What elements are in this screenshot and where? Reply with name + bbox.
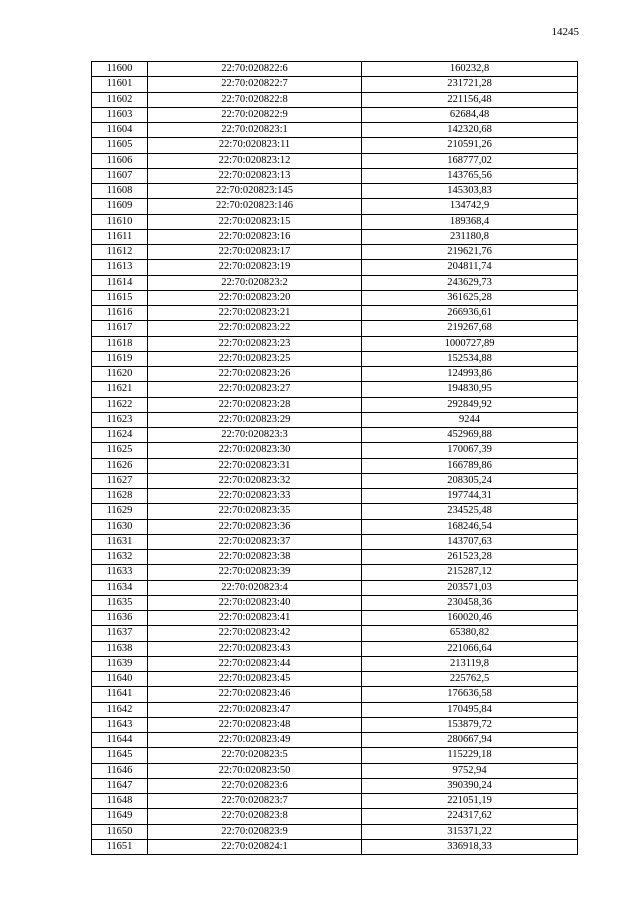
table-row (92, 763, 578, 778)
value-cell: 213119,8 (362, 656, 578, 671)
table-row (92, 702, 578, 717)
value-cell: 224317,62 (362, 809, 578, 824)
row-number-cell: 11646 (92, 763, 148, 778)
value-cell: 266936,61 (362, 306, 578, 321)
row-number-cell: 11623 (92, 412, 148, 427)
table-row (92, 489, 578, 504)
cadastral-number-cell: 22:70:020822:7 (148, 77, 362, 92)
table-body (92, 62, 578, 855)
value-cell: 231180,8 (362, 229, 578, 244)
row-number-cell: 11648 (92, 794, 148, 809)
table-row (92, 336, 578, 351)
value-cell: 166789,86 (362, 458, 578, 473)
table-row (92, 687, 578, 702)
cadastral-number-cell: 22:70:020823:16 (148, 229, 362, 244)
row-number-cell: 11608 (92, 184, 148, 199)
row-number-cell: 11605 (92, 138, 148, 153)
cadastral-number-cell: 22:70:020823:3 (148, 428, 362, 443)
value-cell: 160232,8 (362, 62, 578, 77)
value-cell: 390390,24 (362, 778, 578, 793)
table-row (92, 367, 578, 382)
value-cell: 9752,94 (362, 763, 578, 778)
row-number-cell: 11614 (92, 275, 148, 290)
cadastral-number-cell: 22:70:020823:23 (148, 336, 362, 351)
value-cell: 62684,48 (362, 107, 578, 122)
table-row (92, 229, 578, 244)
value-cell: 225762,5 (362, 672, 578, 687)
table-row (92, 123, 578, 138)
value-cell: 170495,84 (362, 702, 578, 717)
value-cell: 134742,9 (362, 199, 578, 214)
cadastral-number-cell: 22:70:020823:12 (148, 153, 362, 168)
cadastral-number-cell: 22:70:020823:11 (148, 138, 362, 153)
row-number-cell: 11612 (92, 245, 148, 260)
row-number-cell: 11606 (92, 153, 148, 168)
cadastral-number-cell: 22:70:020824:1 (148, 839, 362, 854)
value-cell: 219621,76 (362, 245, 578, 260)
value-cell: 65380,82 (362, 626, 578, 641)
cadastral-number-cell: 22:70:020822:9 (148, 107, 362, 122)
row-number-cell: 11627 (92, 473, 148, 488)
row-number-cell: 11611 (92, 229, 148, 244)
row-number-cell: 11629 (92, 504, 148, 519)
cadastral-number-cell: 22:70:020823:146 (148, 199, 362, 214)
table-row (92, 839, 578, 854)
value-cell: 142320,68 (362, 123, 578, 138)
value-cell: 280667,94 (362, 733, 578, 748)
row-number-cell: 11634 (92, 580, 148, 595)
row-number-cell: 11626 (92, 458, 148, 473)
data-table (91, 61, 578, 855)
table-row (92, 672, 578, 687)
cadastral-number-cell: 22:70:020823:31 (148, 458, 362, 473)
table-row (92, 107, 578, 122)
row-number-cell: 11649 (92, 809, 148, 824)
table-row (92, 275, 578, 290)
cadastral-number-cell: 22:70:020823:22 (148, 321, 362, 336)
table-row (92, 778, 578, 793)
cadastral-number-cell: 22:70:020823:7 (148, 794, 362, 809)
cadastral-number-cell: 22:70:020822:6 (148, 62, 362, 77)
value-cell: 143707,63 (362, 534, 578, 549)
row-number-cell: 11604 (92, 123, 148, 138)
table-row (92, 550, 578, 565)
value-cell: 203571,03 (362, 580, 578, 595)
row-number-cell: 11618 (92, 336, 148, 351)
row-number-cell: 11619 (92, 351, 148, 366)
cadastral-number-cell: 22:70:020823:38 (148, 550, 362, 565)
value-cell: 153879,72 (362, 717, 578, 732)
table-row (92, 382, 578, 397)
value-cell: 234525,48 (362, 504, 578, 519)
table-row (92, 62, 578, 77)
cadastral-number-cell: 22:70:020823:27 (148, 382, 362, 397)
row-number-cell: 11639 (92, 656, 148, 671)
table-row (92, 138, 578, 153)
cadastral-number-cell: 22:70:020823:25 (148, 351, 362, 366)
value-cell: 208305,24 (362, 473, 578, 488)
value-cell: 230458,36 (362, 595, 578, 610)
row-number-cell: 11631 (92, 534, 148, 549)
value-cell: 124993,86 (362, 367, 578, 382)
row-number-cell: 11637 (92, 626, 148, 641)
cadastral-number-cell: 22:70:020823:145 (148, 184, 362, 199)
row-number-cell: 11620 (92, 367, 148, 382)
cadastral-number-cell: 22:70:020823:1 (148, 123, 362, 138)
cadastral-number-cell: 22:70:020823:6 (148, 778, 362, 793)
value-cell: 210591,26 (362, 138, 578, 153)
row-number-cell: 11613 (92, 260, 148, 275)
table-row (92, 611, 578, 626)
row-number-cell: 11636 (92, 611, 148, 626)
table-row (92, 412, 578, 427)
cadastral-number-cell: 22:70:020823:42 (148, 626, 362, 641)
row-number-cell: 11607 (92, 168, 148, 183)
value-cell: 189368,4 (362, 214, 578, 229)
table-row (92, 504, 578, 519)
value-cell: 315371,22 (362, 824, 578, 839)
cadastral-number-cell: 22:70:020823:15 (148, 214, 362, 229)
cadastral-number-cell: 22:70:020823:28 (148, 397, 362, 412)
table-row (92, 595, 578, 610)
value-cell: 115229,18 (362, 748, 578, 763)
table-row (92, 290, 578, 305)
value-cell: 9244 (362, 412, 578, 427)
row-number-cell: 11647 (92, 778, 148, 793)
value-cell: 336918,33 (362, 839, 578, 854)
cadastral-number-cell: 22:70:020823:49 (148, 733, 362, 748)
value-cell: 197744,31 (362, 489, 578, 504)
table-row (92, 443, 578, 458)
row-number-cell: 11628 (92, 489, 148, 504)
table-row (92, 245, 578, 260)
cadastral-number-cell: 22:70:020823:26 (148, 367, 362, 382)
value-cell: 168246,54 (362, 519, 578, 534)
cadastral-number-cell: 22:70:020823:41 (148, 611, 362, 626)
cadastral-number-cell: 22:70:020823:9 (148, 824, 362, 839)
cadastral-number-cell: 22:70:020823:2 (148, 275, 362, 290)
row-number-cell: 11621 (92, 382, 148, 397)
value-cell: 292849,92 (362, 397, 578, 412)
cadastral-number-cell: 22:70:020823:17 (148, 245, 362, 260)
table-row (92, 809, 578, 824)
table-row (92, 397, 578, 412)
row-number-cell: 11643 (92, 717, 148, 732)
value-cell: 261523,28 (362, 550, 578, 565)
cadastral-number-cell: 22:70:020823:46 (148, 687, 362, 702)
table-row (92, 428, 578, 443)
cadastral-number-cell: 22:70:020823:45 (148, 672, 362, 687)
row-number-cell: 11642 (92, 702, 148, 717)
value-cell: 194830,95 (362, 382, 578, 397)
row-number-cell: 11616 (92, 306, 148, 321)
value-cell: 221051,19 (362, 794, 578, 809)
table-row (92, 717, 578, 732)
cadastral-number-cell: 22:70:020823:35 (148, 504, 362, 519)
row-number-cell: 11630 (92, 519, 148, 534)
cadastral-number-cell: 22:70:020823:36 (148, 519, 362, 534)
row-number-cell: 11615 (92, 290, 148, 305)
value-cell: 452969,88 (362, 428, 578, 443)
row-number-cell: 11610 (92, 214, 148, 229)
table-row (92, 641, 578, 656)
value-cell: 1000727,89 (362, 336, 578, 351)
row-number-cell: 11603 (92, 107, 148, 122)
value-cell: 219267,68 (362, 321, 578, 336)
cadastral-number-cell: 22:70:020823:50 (148, 763, 362, 778)
row-number-cell: 11601 (92, 77, 148, 92)
row-number-cell: 11609 (92, 199, 148, 214)
table-row (92, 77, 578, 92)
cadastral-number-cell: 22:70:020823:29 (148, 412, 362, 427)
table-row (92, 214, 578, 229)
table-row (92, 824, 578, 839)
table-row (92, 519, 578, 534)
table-row (92, 351, 578, 366)
table-row (92, 306, 578, 321)
row-number-cell: 11645 (92, 748, 148, 763)
row-number-cell: 11600 (92, 62, 148, 77)
value-cell: 152534,88 (362, 351, 578, 366)
table-row (92, 748, 578, 763)
table-row (92, 321, 578, 336)
row-number-cell: 11641 (92, 687, 148, 702)
table-row (92, 260, 578, 275)
table-row (92, 199, 578, 214)
row-number-cell: 11638 (92, 641, 148, 656)
row-number-cell: 11644 (92, 733, 148, 748)
table-row (92, 534, 578, 549)
cadastral-number-cell: 22:70:020823:19 (148, 260, 362, 275)
row-number-cell: 11617 (92, 321, 148, 336)
table-row (92, 733, 578, 748)
value-cell: 143765,56 (362, 168, 578, 183)
row-number-cell: 11622 (92, 397, 148, 412)
cadastral-number-cell: 22:70:020823:5 (148, 748, 362, 763)
row-number-cell: 11625 (92, 443, 148, 458)
cadastral-number-cell: 22:70:020823:8 (148, 809, 362, 824)
table-row (92, 153, 578, 168)
value-cell: 160020,46 (362, 611, 578, 626)
cadastral-number-cell: 22:70:020823:21 (148, 306, 362, 321)
row-number-cell: 11602 (92, 92, 148, 107)
table-row (92, 626, 578, 641)
value-cell: 215287,12 (362, 565, 578, 580)
value-cell: 145303,83 (362, 184, 578, 199)
cadastral-number-cell: 22:70:020823:44 (148, 656, 362, 671)
value-cell: 170067,39 (362, 443, 578, 458)
cadastral-number-cell: 22:70:020823:30 (148, 443, 362, 458)
value-cell: 361625,28 (362, 290, 578, 305)
row-number-cell: 11632 (92, 550, 148, 565)
row-number-cell: 11635 (92, 595, 148, 610)
cadastral-number-cell: 22:70:020823:4 (148, 580, 362, 595)
row-number-cell: 11633 (92, 565, 148, 580)
row-number-cell: 11651 (92, 839, 148, 854)
row-number-cell: 11640 (92, 672, 148, 687)
row-number-cell: 11650 (92, 824, 148, 839)
table-row (92, 580, 578, 595)
value-cell: 221156,48 (362, 92, 578, 107)
table-row (92, 565, 578, 580)
table-row (92, 168, 578, 183)
value-cell: 243629,73 (362, 275, 578, 290)
table-row (92, 458, 578, 473)
cadastral-number-cell: 22:70:020823:13 (148, 168, 362, 183)
cadastral-number-cell: 22:70:020823:37 (148, 534, 362, 549)
cadastral-number-cell: 22:70:020822:8 (148, 92, 362, 107)
table-row (92, 794, 578, 809)
page-number: 14245 (551, 26, 579, 38)
cadastral-number-cell: 22:70:020823:43 (148, 641, 362, 656)
table-row (92, 473, 578, 488)
value-cell: 176636,58 (362, 687, 578, 702)
cadastral-number-cell: 22:70:020823:47 (148, 702, 362, 717)
cadastral-number-cell: 22:70:020823:48 (148, 717, 362, 732)
row-number-cell: 11624 (92, 428, 148, 443)
value-cell: 221066,64 (362, 641, 578, 656)
value-cell: 231721,28 (362, 77, 578, 92)
cadastral-number-cell: 22:70:020823:40 (148, 595, 362, 610)
cadastral-number-cell: 22:70:020823:32 (148, 473, 362, 488)
cadastral-number-cell: 22:70:020823:33 (148, 489, 362, 504)
value-cell: 168777,02 (362, 153, 578, 168)
value-cell: 204811,74 (362, 260, 578, 275)
cadastral-number-cell: 22:70:020823:20 (148, 290, 362, 305)
cadastral-number-cell: 22:70:020823:39 (148, 565, 362, 580)
table-row (92, 656, 578, 671)
table-row (92, 92, 578, 107)
table-row (92, 184, 578, 199)
